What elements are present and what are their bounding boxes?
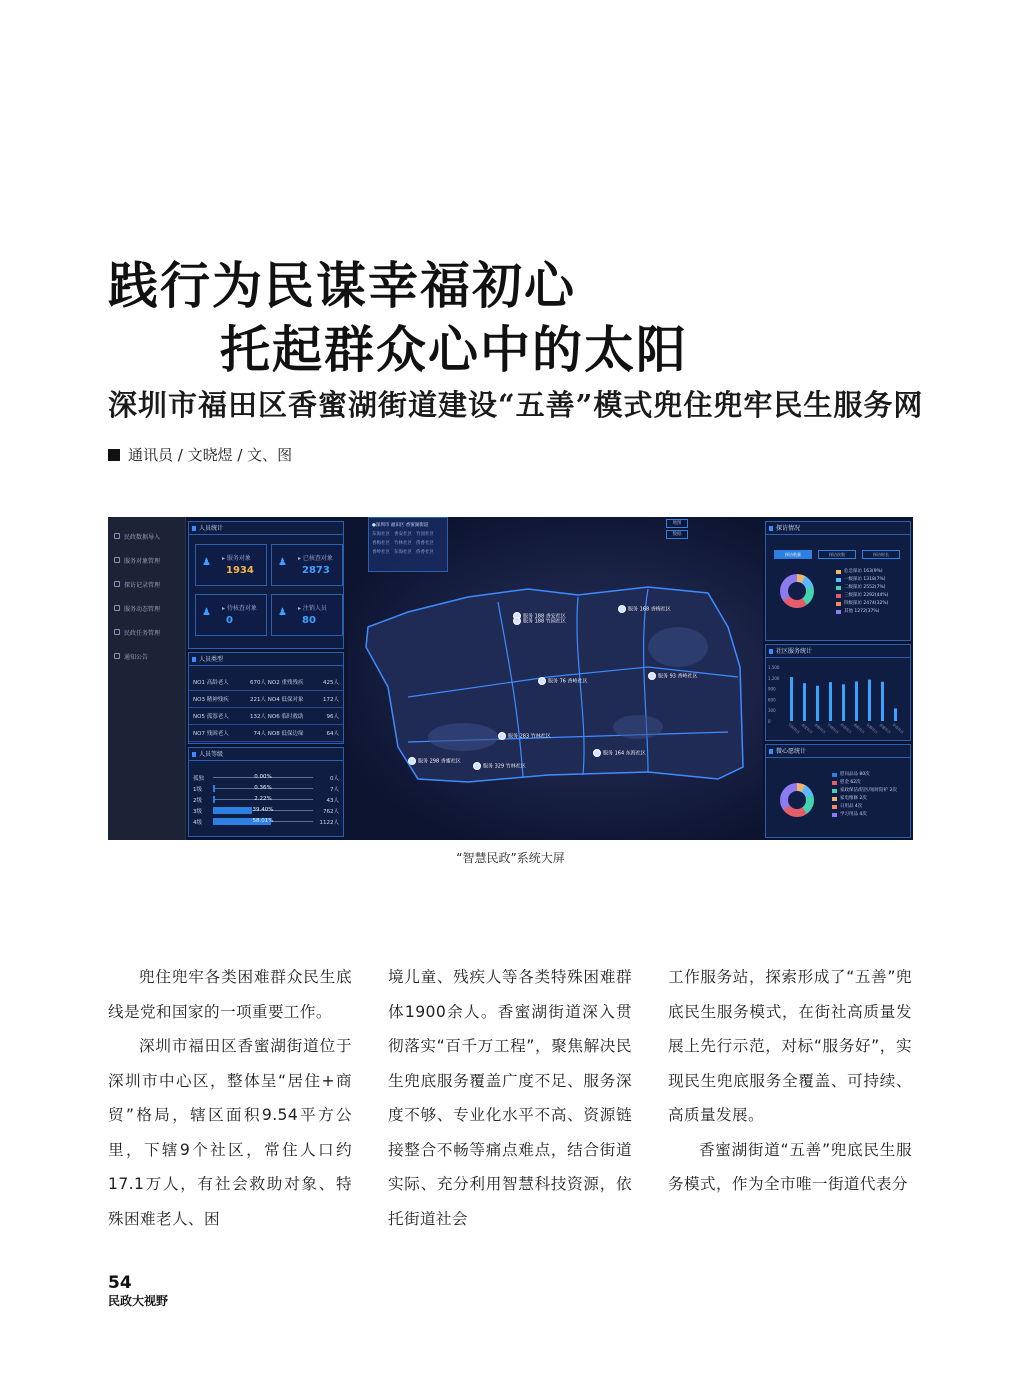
legend-item <box>832 795 897 803</box>
legend-swatch <box>832 789 837 793</box>
nav-item[interactable] <box>108 573 185 595</box>
visit-tabs <box>774 550 900 559</box>
y-tick-label: 900 <box>768 686 776 692</box>
menu-icon <box>114 557 120 563</box>
legend-item <box>836 576 888 584</box>
panel-title: 探访情况 <box>766 522 910 535</box>
level-count: 0人 <box>330 776 339 782</box>
type-count: 64人 <box>326 731 339 737</box>
type-row <box>189 674 343 691</box>
legend-label: 四级探访 2474(32%) <box>844 601 889 606</box>
pin-label: 服务 188 香安社区 <box>523 613 566 620</box>
legend-label: 一级探访 1318(7%) <box>844 577 886 582</box>
x-tick-label: 竹林社区 <box>826 722 840 735</box>
nav-item-label: 服务动态管理 <box>124 605 161 613</box>
legend-label: 家电维修 2次 <box>840 796 867 801</box>
legend-item <box>832 779 897 787</box>
bar <box>855 681 858 721</box>
location-pin-icon <box>408 757 416 765</box>
nav-item-label: 通知公告 <box>124 653 149 661</box>
legend-item <box>832 771 897 779</box>
nav-item-label: 民政任务管理 <box>124 629 161 637</box>
headline-line-2: 托起群众心中的太阳 <box>220 320 688 379</box>
legend-label: 慰问品品 80次 <box>840 772 870 777</box>
people-types-panel <box>188 652 344 744</box>
type-count: 132人 <box>250 714 266 720</box>
type-name: NO5 孤寡老人 <box>193 714 229 720</box>
people-stats-panel <box>188 521 344 649</box>
nav-item[interactable] <box>108 549 185 571</box>
nav-item-label: 服务对象管理 <box>124 557 161 565</box>
care-donut-chart <box>780 783 814 817</box>
community-filter-item[interactable]: 香安社区 <box>394 532 412 537</box>
level-percent: 2.22% <box>254 796 272 802</box>
type-name: NO1 高龄老人 <box>193 680 229 686</box>
level-row <box>189 805 343 816</box>
person-icon: ♟ <box>202 607 211 618</box>
legend-swatch <box>832 773 837 777</box>
menu-icon <box>114 605 120 611</box>
location-pin-icon <box>473 762 481 770</box>
level-row <box>189 794 343 805</box>
legend-swatch <box>836 594 841 598</box>
location-pin-icon <box>513 617 521 625</box>
legend-swatch <box>836 602 841 606</box>
visit-tab[interactable]: 探访数量 <box>774 550 812 559</box>
menu-icon <box>114 653 120 659</box>
x-tick-label: 侨香社区 <box>891 722 905 735</box>
legend-swatch <box>836 578 841 582</box>
headline-line-1: 践行为民谋幸福初心 <box>108 256 576 315</box>
stat-label: ▸ 已核查对象 <box>298 555 333 562</box>
panel-title: 社区服务统计 <box>766 645 910 658</box>
level-count: 1122人 <box>319 820 339 826</box>
level-row <box>189 783 343 794</box>
map-view-buttons <box>666 519 688 541</box>
x-tick-label: 竹园社区 <box>787 722 801 735</box>
legend-item <box>836 592 888 600</box>
community-filter-item[interactable]: 竹园社区 <box>416 532 434 537</box>
legend-label: 日用品 4次 <box>840 804 863 809</box>
type-row <box>189 725 343 742</box>
map-view-button[interactable]: 数据 <box>666 530 688 539</box>
stat-card <box>271 594 343 636</box>
community-filter-item[interactable]: 香岭社区 <box>372 550 390 555</box>
bar <box>881 682 884 721</box>
y-tick-label: 0 <box>768 719 771 724</box>
map-pin[interactable] <box>498 732 551 740</box>
legend-label: 家政保洁/陪医/短时陪护 2次 <box>840 788 897 793</box>
map-pin[interactable] <box>648 672 698 680</box>
type-count: 670人 <box>250 680 266 686</box>
bar <box>894 708 897 721</box>
dashboard-screenshot <box>108 517 913 840</box>
x-tick-label: 香蜜社区 <box>878 722 892 735</box>
stat-card <box>195 544 267 586</box>
menu-icon <box>114 533 120 539</box>
legend-label: 危急探访 163(9%) <box>844 569 883 574</box>
legend-item <box>832 803 897 811</box>
square-bullet-icon <box>108 449 120 461</box>
type-count: 172人 <box>323 697 339 703</box>
stat-value: 80 <box>302 615 316 626</box>
stat-value: 1934 <box>226 565 254 576</box>
level-row <box>189 772 343 783</box>
stat-card <box>195 594 267 636</box>
stat-card <box>271 544 343 586</box>
type-count: 74人 <box>253 731 266 737</box>
visit-tab[interactable]: 探访次数 <box>818 550 856 559</box>
type-count: 425人 <box>323 680 339 686</box>
type-row <box>189 691 343 708</box>
location-pin-icon <box>648 672 656 680</box>
byline-text: 通讯员 / 文晓煜 / 文、图 <box>128 446 293 464</box>
community-service-panel <box>765 644 911 741</box>
type-row <box>189 708 343 725</box>
stat-value: 0 <box>226 615 233 626</box>
panel-title: 人员等级 <box>189 748 343 761</box>
magazine-logo: 民政大视野 <box>108 1294 169 1308</box>
map-view-button[interactable]: 地图 <box>666 519 688 528</box>
body-column-1 <box>108 960 352 1236</box>
nav-item[interactable] <box>108 645 185 667</box>
map-pin[interactable] <box>593 749 646 757</box>
legend-item <box>836 568 888 576</box>
legend-swatch <box>832 805 837 809</box>
y-tick-label: 1,200 <box>768 675 780 681</box>
pin-label: 服务 164 东海社区 <box>603 750 646 757</box>
level-name: 2级 <box>193 798 202 804</box>
location-pin-icon <box>498 732 506 740</box>
type-name: NO2 重残残疾 <box>266 680 304 686</box>
level-name: 孤独 <box>193 776 205 782</box>
panel-title: 人员类型 <box>189 653 343 666</box>
stat-label: ▸ 注销人员 <box>298 605 327 612</box>
community-filter-item[interactable]: 东海社区 <box>394 550 412 555</box>
level-percent: 0.00% <box>254 774 272 780</box>
level-name: 3级 <box>193 809 202 815</box>
pin-label: 服务 298 香蜜社区 <box>418 758 461 765</box>
legend-item <box>832 811 897 819</box>
y-tick-label: 600 <box>768 697 776 703</box>
visit-donut-chart <box>780 574 814 608</box>
map-pin[interactable] <box>473 762 526 770</box>
level-count: 43人 <box>326 798 339 804</box>
care-panel <box>765 744 911 838</box>
level-percent: 0.36% <box>254 785 272 791</box>
legend-item <box>832 787 897 795</box>
map-breadcrumb: ●深圳市 福田区 香蜜湖街道 <box>372 523 429 528</box>
pin-label: 服务 93 香岭社区 <box>658 673 698 680</box>
level-percent: 58.01% <box>252 818 274 824</box>
map-pin[interactable] <box>618 605 671 613</box>
pin-label: 服务 76 香岭社区 <box>548 678 588 685</box>
paragraph: 境儿童、残疾人等各类特殊困难群体1900余人。香蜜湖街道深入贯彻落实“百千万工程”，聚焦解决民生兜底服务覆盖广度不足、服务深度不够、专业化水平不高、资源链接整合不畅等痛点难点，结合街道实际、充分利用智慧科技资源，依托街道社会 <box>388 968 632 1228</box>
pin-label: 服务 329 竹林社区 <box>483 763 526 770</box>
legend-swatch <box>832 813 837 817</box>
type-name: NO6 临时救助 <box>266 714 304 720</box>
legend-label: 学习用品 4次 <box>840 812 867 817</box>
pin-label: 服务 283 竹林社区 <box>508 733 551 740</box>
legend-label: 二级探访 2552(7%) <box>844 585 886 590</box>
legend-label: 三级探访 2292(44%) <box>844 593 889 598</box>
bar <box>842 684 845 721</box>
bar <box>790 677 793 721</box>
y-tick-label: 300 <box>768 708 776 714</box>
community-filter-item[interactable]: 侨香社区 <box>416 541 434 546</box>
paragraph: 工作服务站，探索形成了“五善”兜底民生服务模式，在街社高质量发展上先行示范，对标“服务好”，实现民生兜底服务全覆盖、可持续、高质量发展。 <box>668 968 912 1124</box>
pin-label: 服务 168 香梅社区 <box>628 606 671 613</box>
level-name: 1级 <box>193 787 202 793</box>
location-pin-icon <box>538 677 546 685</box>
panel-title: 微心愿统计 <box>766 745 910 758</box>
legend-swatch <box>836 586 841 590</box>
type-count: 221人 <box>250 697 266 703</box>
paragraph: 兜住兜牢各类困难群众民生底线是党和国家的一项重要工作。 <box>108 968 352 1021</box>
people-levels-panel <box>188 747 344 837</box>
page-number: 54 <box>108 1273 132 1293</box>
type-count: 96人 <box>326 714 339 720</box>
legend-swatch <box>836 610 841 614</box>
stat-value: 2873 <box>302 565 330 576</box>
type-name: NO8 低保边缘 <box>266 731 304 737</box>
legend-swatch <box>832 797 837 801</box>
legend-item <box>836 584 888 592</box>
bar <box>803 683 806 721</box>
legend-swatch <box>836 570 841 574</box>
body-column-2 <box>388 960 632 1236</box>
figure-caption: “智慧民政”系统大屏 <box>456 851 565 865</box>
byline <box>108 444 292 465</box>
level-count: 7人 <box>330 787 339 793</box>
location-pin-icon <box>618 605 626 613</box>
pin-label: 服务 188 竹园社区 <box>523 618 566 625</box>
panel-title: 人员统计 <box>189 522 343 535</box>
type-name: NO7 残困老人 <box>193 731 229 737</box>
nav-item[interactable] <box>108 621 185 643</box>
nav-item[interactable] <box>108 525 185 547</box>
legend-item <box>836 600 888 608</box>
map-pin[interactable] <box>408 757 461 765</box>
map-pin[interactable] <box>513 617 566 625</box>
dashboard-sidebar <box>108 517 186 840</box>
bar <box>829 682 832 721</box>
legend-swatch <box>832 781 837 785</box>
community-filter-item[interactable]: 东海社区 <box>372 532 390 537</box>
subtitle: 深圳市福田区香蜜湖街道建设“五善”模式兜住兜牢民生服务网 <box>108 388 924 422</box>
x-tick-label: 东海社区 <box>865 722 879 735</box>
stat-label: ▸ 待核查对象 <box>222 605 257 612</box>
community-filter-item[interactable]: 竹林社区 <box>394 541 412 546</box>
district-map[interactable] <box>348 517 763 840</box>
person-icon: ♟ <box>202 557 211 568</box>
map-filter-box[interactable] <box>368 517 448 572</box>
level-row <box>189 816 343 827</box>
community-service-bar-chart <box>766 659 910 741</box>
person-icon: ♟ <box>278 557 287 568</box>
map-pin[interactable] <box>538 677 588 685</box>
nav-item-label: 探访记录管理 <box>124 581 161 589</box>
visit-tab[interactable]: 探访时长 <box>862 550 900 559</box>
x-tick-label: 香岭社区 <box>852 722 866 735</box>
nav-item[interactable] <box>108 597 185 619</box>
nav-item-label: 民政数据导入 <box>124 533 161 541</box>
stat-label: ▸ 服务对象 <box>222 555 251 562</box>
person-icon: ♟ <box>278 607 287 618</box>
paragraph: 深圳市福田区香蜜湖街道位于深圳市中心区，整体呈“居住+商贸”格局，辖区面积9.54平方公里，下辖9个社区，常住人口约17.1万人，有社会救助对象、特殊困难老人、困 <box>108 1037 352 1228</box>
community-filter-item[interactable]: 侨香社区 <box>416 550 434 555</box>
type-name: NO4 低保对象 <box>266 697 304 703</box>
location-pin-icon <box>593 749 601 757</box>
body-column-3 <box>668 960 912 1202</box>
paragraph: 香蜜湖街道“五善”兜底民生服务模式，作为全市唯一街道代表分 <box>668 1140 912 1193</box>
community-filter-item[interactable]: 香梅社区 <box>372 541 390 546</box>
level-count: 762人 <box>323 809 339 815</box>
level-percent: 39.40% <box>252 807 274 813</box>
legend-label: 慰金 62次 <box>840 780 861 785</box>
menu-icon <box>114 629 120 635</box>
bar <box>868 680 871 721</box>
type-name: NO3 精神残疾 <box>193 697 229 703</box>
x-tick-label: 香梅社区 <box>813 722 827 735</box>
menu-icon <box>114 581 120 587</box>
x-tick-label: 香安社区 <box>800 722 814 735</box>
level-name: 4级 <box>193 820 202 826</box>
bar <box>816 686 819 721</box>
x-tick-label: 侨香社区 <box>839 722 853 735</box>
legend-item <box>836 608 888 616</box>
visit-panel <box>765 521 911 641</box>
legend-label: 其他 1272(37%) <box>844 609 880 614</box>
y-tick-label: 1,500 <box>768 665 780 670</box>
